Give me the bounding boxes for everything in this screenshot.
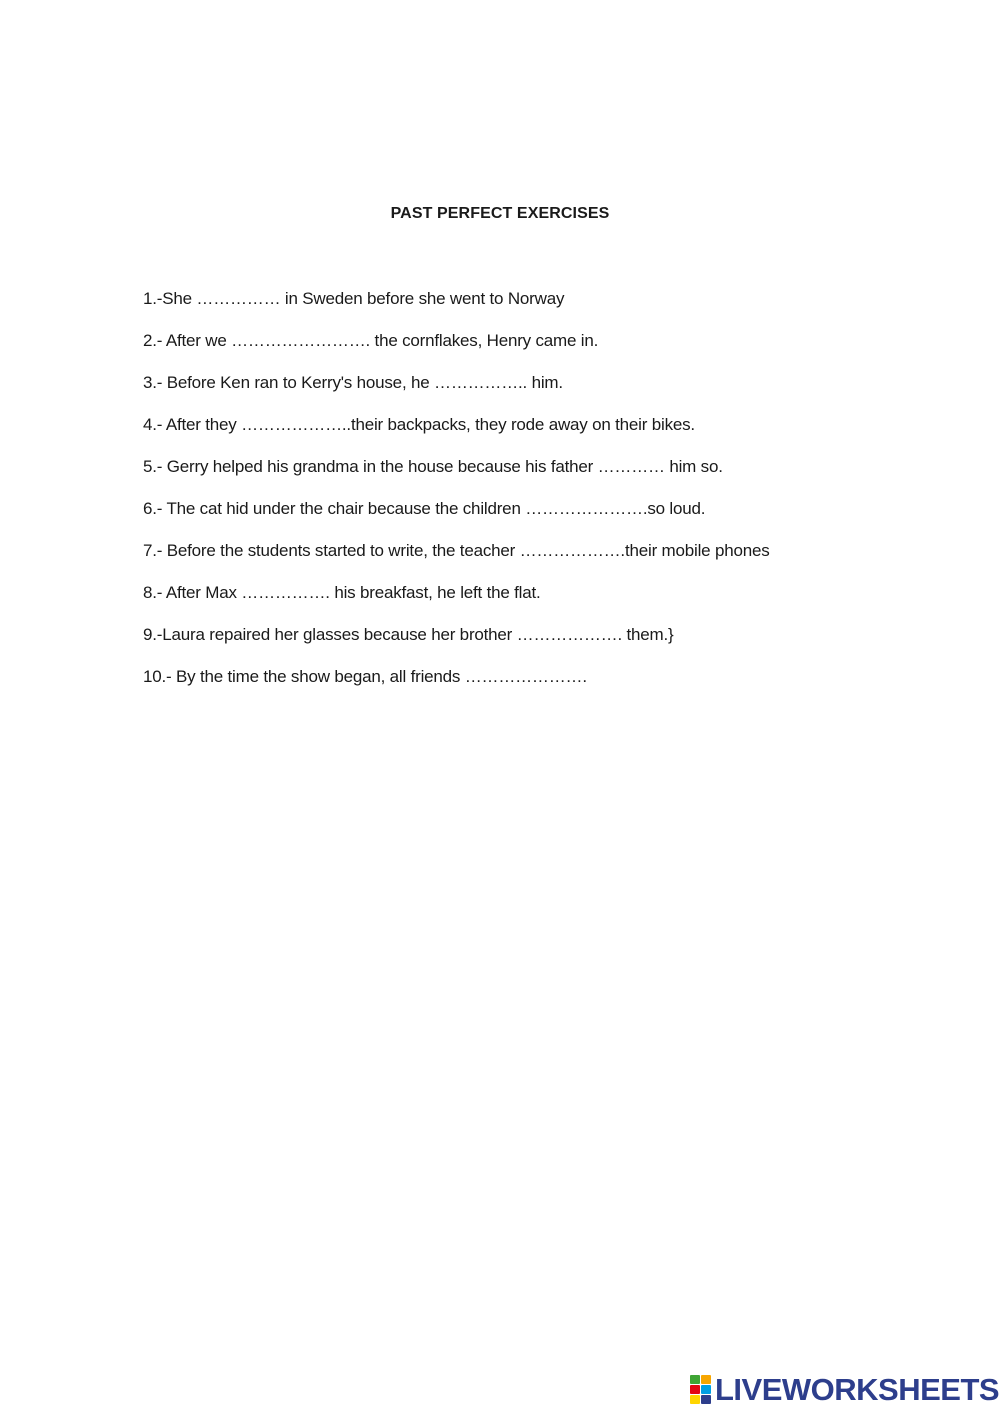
liveworksheets-logo-icon <box>690 1375 712 1405</box>
exercise-item-10: 10.- By the time the show began, all friends …………………. <box>143 667 587 686</box>
exercise-item-6: 6.- The cat hid under the chair because the children ………………….so loud. <box>143 499 706 518</box>
exercise-item-4: 4.- After they ………………..their backpacks, they rode away on their bikes. <box>143 415 695 434</box>
exercise-item-1: 1.-She …………… in Sweden before she went to Norway <box>143 289 565 308</box>
exercise-item-8: 8.- After Max ……………. his breakfast, he left the flat. <box>143 583 541 602</box>
exercise-list <box>143 289 963 709</box>
exercise-item-7: 7.- Before the students started to write, the teacher ……………….their mobile phones <box>143 541 770 560</box>
exercise-item-5: 5.- Gerry helped his grandma in the house because his father ………… him so. <box>143 457 723 476</box>
page-title: PAST PERFECT EXERCISES <box>390 205 610 222</box>
exercise-item-3: 3.- Before Ken ran to Kerry's house, he …………….. him. <box>143 373 563 392</box>
liveworksheets-logo <box>690 1372 999 1408</box>
logo-text: LIVEWORKSHEETS <box>715 1372 1000 1407</box>
exercise-item-9: 9.-Laura repaired her glasses because her brother ………………. them.} <box>143 625 674 644</box>
exercise-item-2: 2.- After we ……………………. the cornflakes, Henry came in. <box>143 331 599 350</box>
